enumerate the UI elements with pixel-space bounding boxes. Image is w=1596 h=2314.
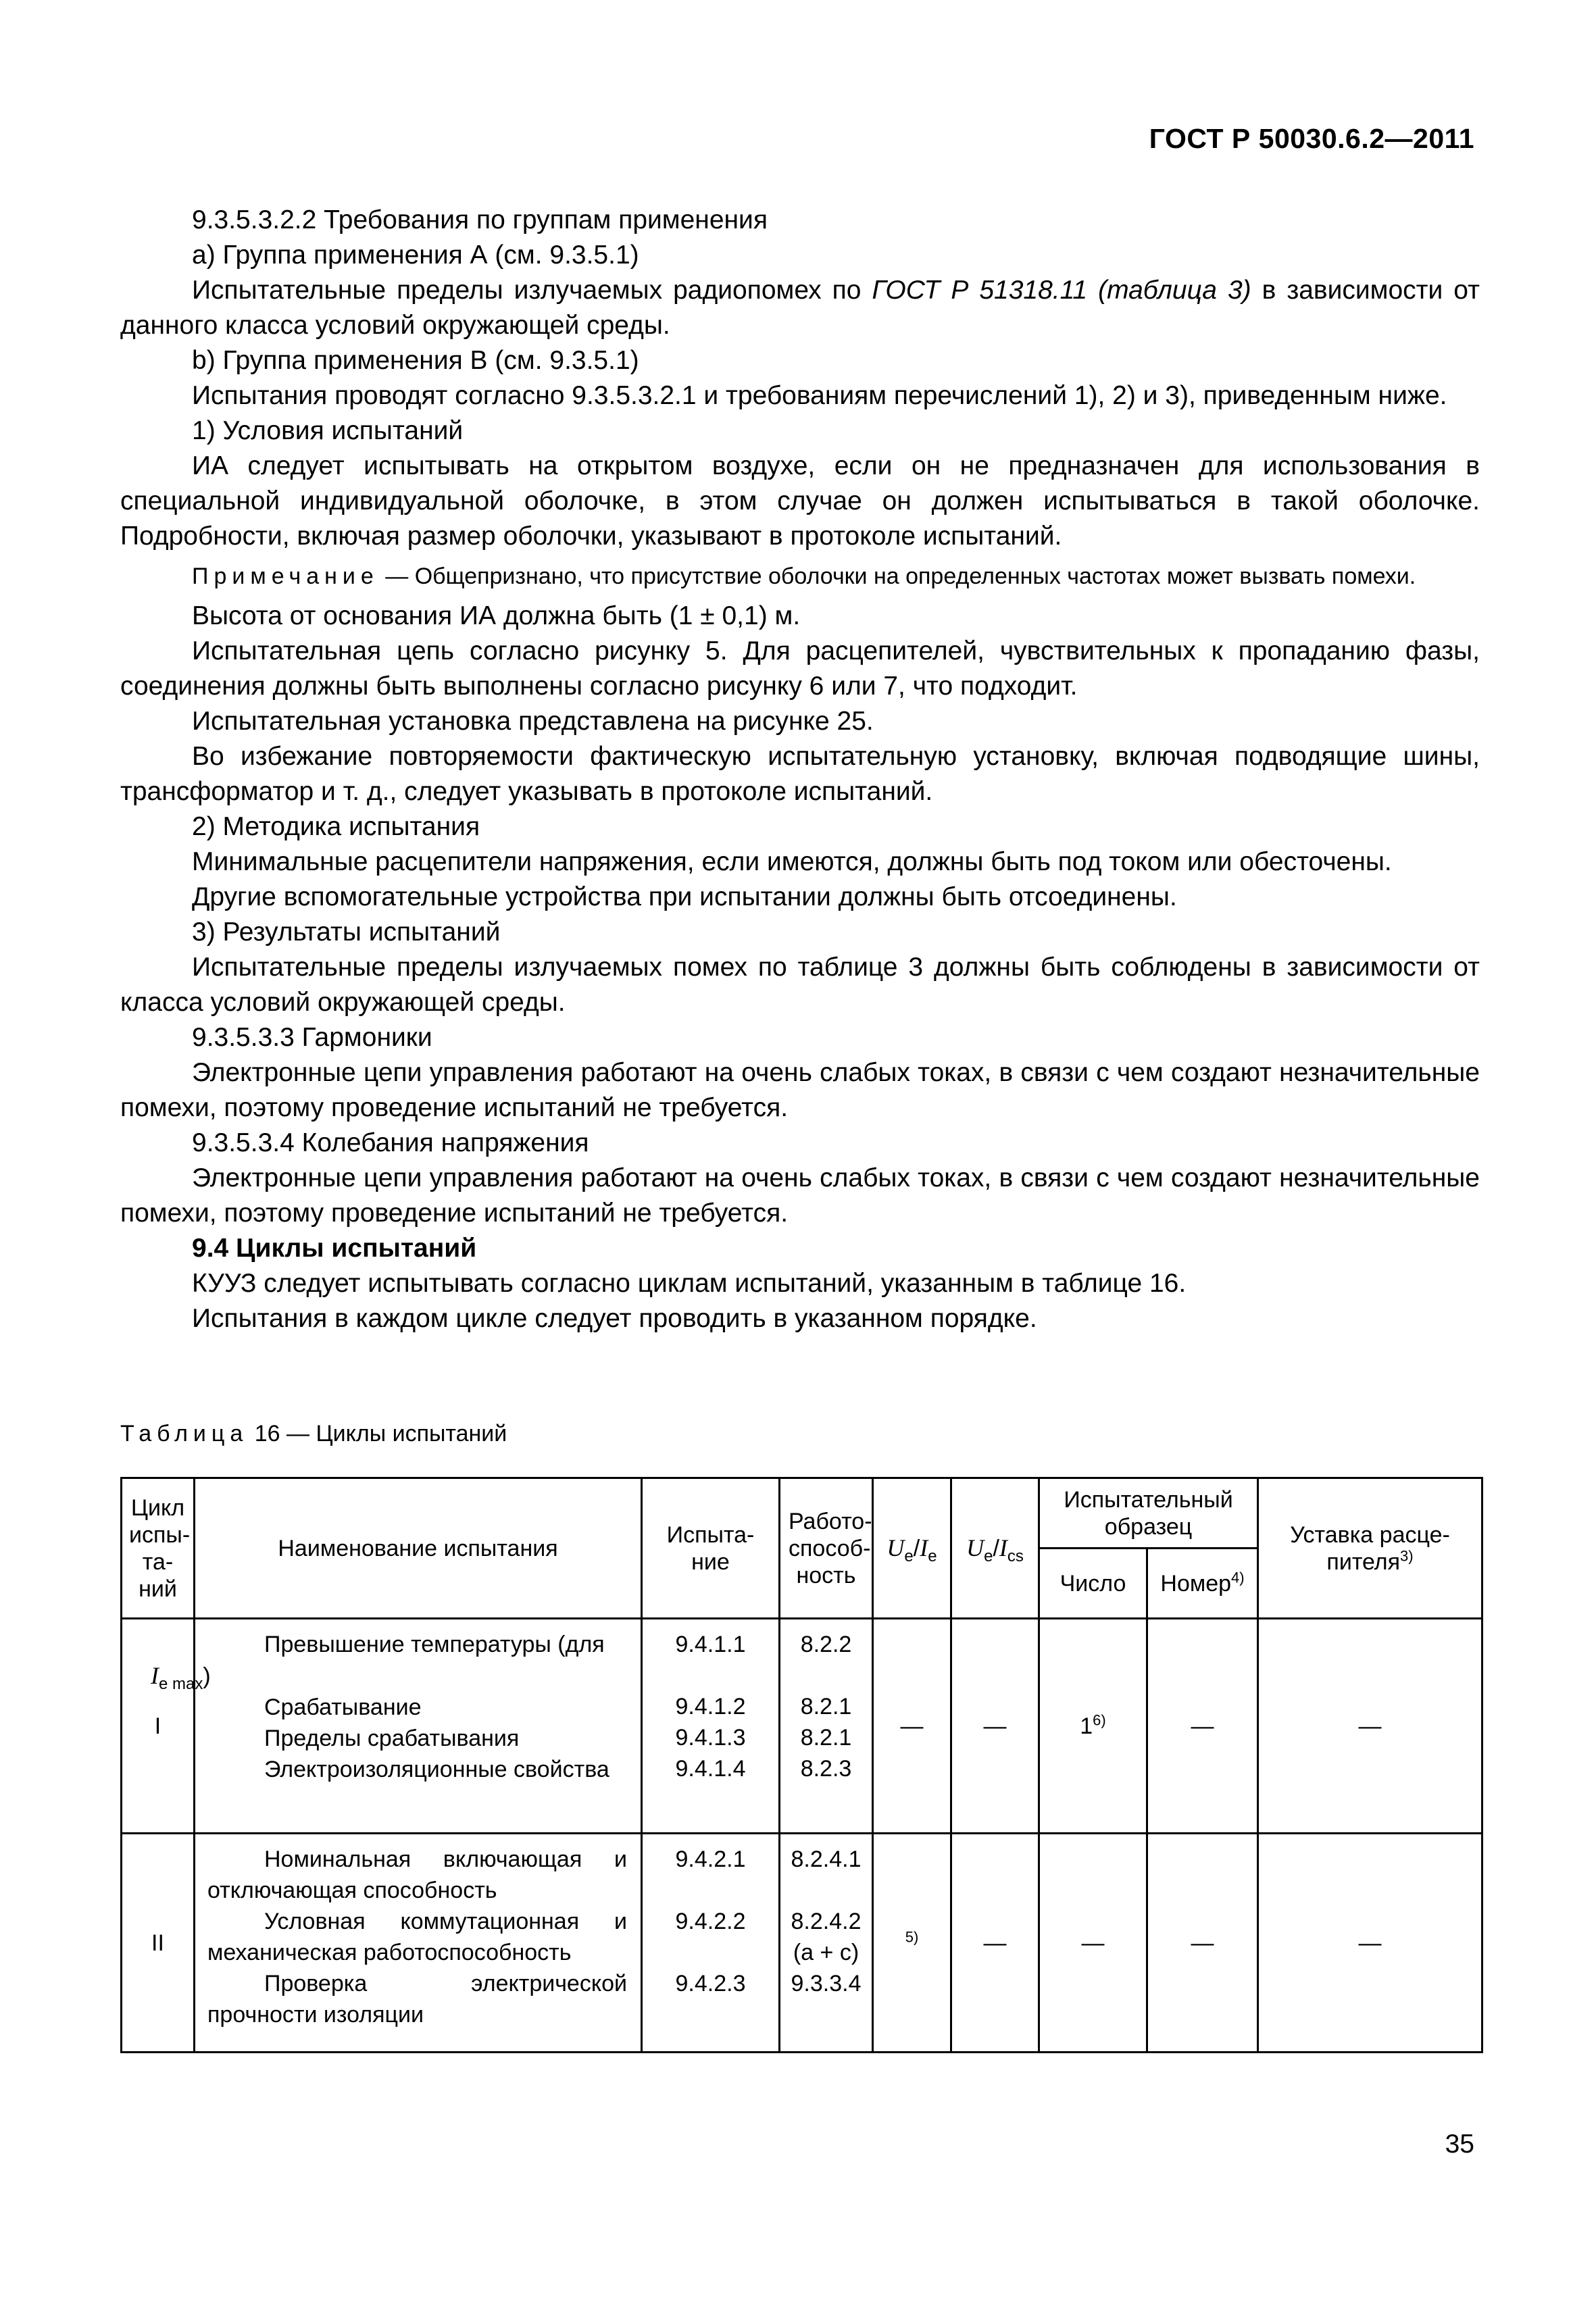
table-caption-label: Таблица <box>120 1421 249 1447</box>
test-name: Пределы срабатывания <box>264 1726 520 1751</box>
paragraph: 9.3.5.3.4 Колебания напряжения <box>192 1128 589 1157</box>
number-cell: — <box>1147 1619 1258 1834</box>
paragraph <box>120 273 1480 343</box>
table-row <box>122 1834 1482 2053</box>
standard-reference: ГОСТ Р 51318.11 (таблица 3) <box>872 276 1251 305</box>
symbol-i: I <box>999 1534 1007 1561</box>
note-text: — Общепризнано, что присутствие оболочки на определенных частотах может вызвать помехи. <box>378 563 1416 589</box>
setting-label: Уставка расце-пителя <box>1290 1521 1450 1575</box>
count-cell <box>1039 1619 1147 1834</box>
test-clause: 9.4.1.3 <box>675 1725 746 1751</box>
note <box>120 561 1480 592</box>
header-number <box>1147 1549 1258 1619</box>
paragraph: Испытания в каждом цикле следует проводить в указанном порядке. <box>192 1304 1037 1333</box>
subscript: e <box>928 1546 937 1565</box>
test-cycles-table <box>120 1477 1483 2053</box>
paragraph: Испытания проводят согласно 9.3.5.3.2.1 и требованиям перечислений 1), 2) и 3), приведенным ниже. <box>192 381 1447 410</box>
number-cell: — <box>1147 1834 1258 2053</box>
symbol-u: U <box>966 1534 984 1561</box>
header-setting <box>1258 1478 1482 1619</box>
paragraph: Другие вспомогательные устройства при испытании должны быть отсоединены. <box>192 882 1177 911</box>
ue-ie-cell: — <box>873 1619 951 1834</box>
document-code: ГОСТ Р 50030.6.2—2011 <box>1149 123 1474 154</box>
text-span: Испытательные пределы излучаемых радиопомех по <box>192 276 872 305</box>
ue-ics-cell: — <box>951 1834 1039 2053</box>
symbol-u: U <box>887 1534 905 1561</box>
paragraph: 9.3.5.3.2.2 Требования по группам применения <box>192 205 768 234</box>
paragraph: ИА следует испытывать на открытом воздухе, если он не предназначен для использования в специальной индивидуальной оболочке, в этом случае он должен испытываться в такой оболочке. Подробности, включая размер оболочки, указывают в протоколе испытаний. <box>120 451 1480 551</box>
paragraph: Электронные цепи управления работают на очень слабых токах, в связи с чем создают незначительные помехи, поэтому проведение испытаний не требуется. <box>120 1058 1480 1122</box>
test-name: Электроизоляционные свойства <box>264 1757 609 1782</box>
test-clause: 9.4.2.3 <box>675 1971 746 1996</box>
test-name: Номинальная включающая и отключающая способность <box>207 1846 627 1903</box>
count-value: 1 <box>1080 1713 1093 1739</box>
footnote-ref: 4) <box>1231 1569 1245 1586</box>
performance-clause: 8.2.1 <box>800 1725 852 1751</box>
header-test-name: Наименование испытания <box>195 1478 642 1619</box>
paragraph: Во избежание повторяемости фактическую испытательную установку, включая подводящие шины, трансформатор и т. д., следует указывать в протоколе испытаний. <box>120 742 1480 806</box>
subscript: e <box>904 1546 914 1565</box>
test-clause-cell <box>642 1834 780 2053</box>
paragraph: Электронные цепи управления работают на очень слабых токах, в связи с чем создают незначительные помехи, поэтому проведение испытаний не требуется. <box>120 1163 1480 1228</box>
header-ue-ie: $U_e/I_e$ <box>873 1478 951 1619</box>
paragraph: 2) Методика испытания <box>192 812 480 841</box>
text-span: ) <box>203 1663 211 1689</box>
test-name-cell <box>195 1834 642 2053</box>
setting-cell: — <box>1258 1834 1482 2053</box>
subscript: e max <box>159 1674 203 1693</box>
test-clause: 9.4.2.1 <box>675 1846 746 1872</box>
number-label: Номер <box>1160 1570 1232 1596</box>
footnote-ref: 3) <box>1400 1547 1414 1565</box>
paragraph: Испытательная установка представлена на рисунке 25. <box>192 707 874 736</box>
performance-clause: 8.2.2 <box>800 1632 852 1657</box>
text-span: Превышение температуры (для <box>264 1632 605 1657</box>
cycle-cell: II <box>122 1834 195 2053</box>
note-label: Примечание <box>192 563 379 589</box>
count-cell: — <box>1039 1834 1147 2053</box>
paragraph: Минимальные расцепители напряжения, если имеются, должны быть под током или обесточены. <box>192 847 1392 876</box>
test-name: Срабатывание <box>264 1694 422 1720</box>
paragraph: Испытательные пределы излучаемых помех по таблице 3 должны быть соблюдены в зависимости от класса условий окружающей среды. <box>120 953 1480 1017</box>
performance-cell <box>780 1619 873 1834</box>
header-ue-ics: $U_e/I_{cs}$ <box>951 1478 1039 1619</box>
paragraph: 3) Результаты испытаний <box>192 917 501 947</box>
footnote-ref: 6) <box>1093 1711 1106 1729</box>
paragraph: 1) Условия испытаний <box>192 416 464 445</box>
section-heading: 9.4 Циклы испытаний <box>192 1234 477 1263</box>
footnote-ref: 5) <box>905 1928 919 1946</box>
body-text <box>120 203 1480 1336</box>
test-clause: 9.4.1.2 <box>675 1694 746 1719</box>
paragraph: Испытательная цепь согласно рисунку 5. Для расцепителей, чувствительных к пропаданию фазы, соединения должны быть выполнены согласно рисунку 6 или 7, что подходит. <box>120 636 1480 701</box>
symbol-i: I <box>920 1534 928 1561</box>
header-test: Испыта-ние <box>642 1478 780 1619</box>
text-span: в зависимости от данного класса условий окружающей среды. <box>120 276 1480 340</box>
table-caption-text: 16 — Циклы испытаний <box>248 1421 507 1447</box>
ue-ics-cell: — <box>951 1619 1039 1834</box>
paragraph: Высота от основания ИА должна быть (1 ± 0,1) м. <box>192 601 801 630</box>
test-name <box>151 1629 627 1693</box>
paragraph: a) Группа применения А (см. 9.3.5.1) <box>192 241 639 270</box>
header-cycle: Цикл испы-та-ний <box>122 1478 195 1619</box>
performance-clause: 8.2.4.2 <box>791 1909 862 1934</box>
paragraph: b) Группа применения B (см. 9.3.5.1) <box>192 346 639 375</box>
performance-clause: 8.2.4.1 <box>791 1846 862 1872</box>
test-clause-cell <box>642 1619 780 1834</box>
test-name-cell <box>151 1619 642 1834</box>
subscript: e <box>984 1546 993 1565</box>
table-caption <box>120 1421 507 1447</box>
setting-cell: — <box>1258 1619 1482 1834</box>
test-clause: 9.4.1.1 <box>675 1632 746 1657</box>
test-clause: 9.4.1.4 <box>675 1756 746 1782</box>
header-sample: Испытательный образец <box>1039 1478 1258 1549</box>
header-count: Число <box>1039 1549 1147 1619</box>
cycle-cell: I <box>122 1619 195 1834</box>
subscript: cs <box>1007 1546 1024 1565</box>
page-number: 35 <box>1445 2130 1474 2159</box>
ue-ie-cell <box>873 1834 951 2053</box>
performance-clause: 9.3.3.4 <box>791 1971 862 1996</box>
symbol-i: I <box>151 1662 159 1689</box>
table-row <box>122 1619 1482 1834</box>
performance-cell <box>780 1834 873 2053</box>
paragraph: 9.3.5.3.3 Гармоники <box>192 1023 432 1052</box>
header-performance: Работо-способ-ность <box>780 1478 873 1619</box>
test-clause: 9.4.2.2 <box>675 1909 746 1934</box>
performance-clause: 8.2.3 <box>800 1756 852 1782</box>
test-name: Условная коммутационная и механическая работоспособность <box>207 1909 627 1965</box>
performance-clause: (а + с) <box>793 1940 859 1965</box>
test-name: Проверка электрической прочности изоляции <box>207 1971 627 2028</box>
performance-clause: 8.2.1 <box>800 1694 852 1719</box>
paragraph: КУУЗ следует испытывать согласно циклам испытаний, указанным в таблице 16. <box>192 1269 1187 1298</box>
